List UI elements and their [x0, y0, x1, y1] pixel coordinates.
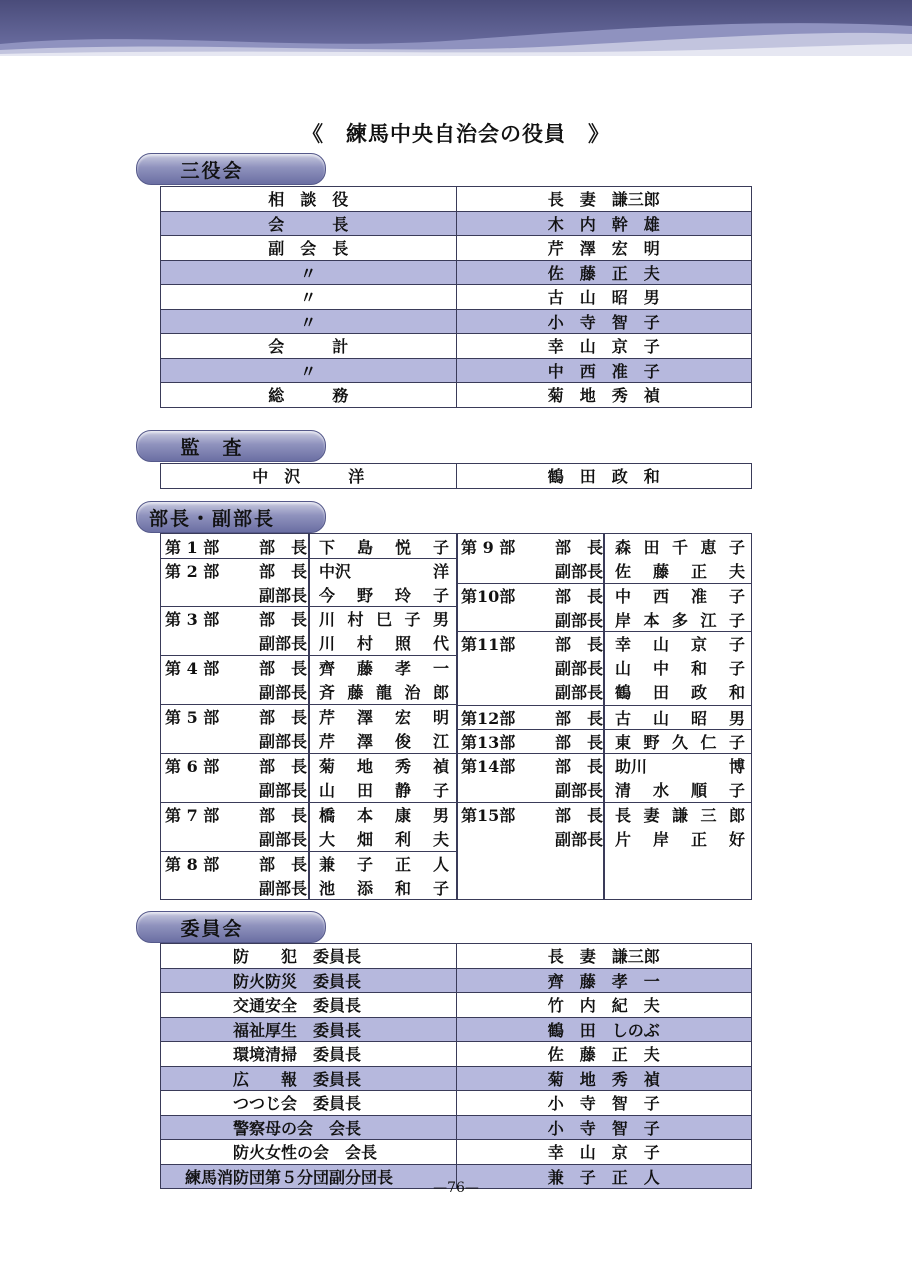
- member-name: [319, 631, 449, 654]
- name-char: 斉: [319, 683, 336, 702]
- bu-label: 第11部: [461, 635, 516, 654]
- name-char: 子: [728, 587, 745, 606]
- position-label: 部 長: [258, 659, 307, 678]
- role-cell: 会 長: [161, 211, 457, 236]
- position-label: 部 長: [554, 757, 603, 776]
- committee-cell: [161, 993, 457, 1018]
- name-char: 佐: [615, 562, 632, 581]
- name-char: 藤: [356, 659, 373, 678]
- section-title: 監 査: [180, 437, 244, 459]
- member-name: [319, 729, 449, 752]
- section-header-iinkai: [136, 911, 326, 943]
- member-name: [615, 680, 745, 703]
- column-divider: [308, 534, 310, 899]
- table-row: [161, 285, 752, 310]
- bucho-table: [160, 533, 752, 900]
- position-label: 部 長: [554, 733, 603, 752]
- name-char: 東: [615, 733, 632, 752]
- member-name: [319, 827, 449, 850]
- name-char: 利: [394, 830, 411, 849]
- name-char: 兼: [319, 855, 336, 874]
- name-char: 子: [356, 855, 373, 874]
- bu-label: 第15部: [461, 806, 516, 825]
- name-char: 子: [432, 879, 449, 898]
- committee-cell: [161, 1140, 457, 1165]
- header-banner: [0, 0, 912, 56]
- name-char: 子: [432, 781, 449, 800]
- committee-label: 練馬消防団第５分団副分団長: [185, 1167, 394, 1187]
- name-char: 芹: [319, 708, 336, 727]
- sanyaku-table: [160, 186, 752, 408]
- bu-label: 第 6 部: [165, 757, 220, 776]
- position-label: 副部長: [258, 586, 307, 605]
- table-row: [161, 383, 752, 408]
- name-char: 治: [404, 683, 421, 702]
- role-cell: 相 談 役: [161, 187, 457, 212]
- name-char: 准: [690, 587, 707, 606]
- position-label: 副部長: [258, 830, 307, 849]
- table-row: [161, 944, 752, 969]
- position-label: 副部長: [554, 659, 603, 678]
- name-char: 江: [700, 611, 717, 630]
- name-char: 本: [643, 611, 660, 630]
- name-char: 俊: [394, 732, 411, 751]
- name-char: 玲: [394, 586, 411, 605]
- name-char: 巳: [375, 610, 392, 629]
- name-char: 一: [432, 659, 449, 678]
- name-char: 郎: [432, 683, 449, 702]
- member-name: [319, 680, 449, 703]
- member-name: [319, 705, 449, 728]
- name-char: 明: [432, 708, 449, 727]
- name-char: 山: [652, 709, 669, 728]
- name-cell: 木 内 幹 雄: [456, 211, 752, 236]
- bu-label: 第 9 部: [461, 538, 516, 557]
- name-char: 齊: [319, 659, 336, 678]
- name-char: 子: [404, 610, 421, 629]
- bu-label: 第13部: [461, 733, 516, 752]
- name-char: 和: [728, 683, 745, 702]
- name-char: 山: [615, 659, 632, 678]
- name-char: 池: [319, 879, 336, 898]
- name-char: 子: [728, 781, 745, 800]
- name-char: 宏: [394, 708, 411, 727]
- page-title: 《 練馬中央自治会の役員 》: [302, 121, 610, 146]
- position-label: 部 長: [554, 587, 603, 606]
- member-name: [615, 584, 745, 607]
- committee-label: 福祉厚生 委員長: [233, 1020, 362, 1040]
- name-char: 人: [432, 855, 449, 874]
- name-char: 中: [615, 587, 632, 606]
- committee-cell: [161, 944, 457, 969]
- committee-label: 広 報 委員長: [233, 1069, 362, 1089]
- name-char: 古: [615, 709, 632, 728]
- name-cell: 小 寺 智 子: [456, 1091, 752, 1116]
- name-cell: 兼 子 正 人: [456, 1164, 752, 1189]
- table-row: [161, 993, 752, 1018]
- name-char: 三: [700, 806, 717, 825]
- position-label: 副部長: [554, 611, 603, 630]
- position-label: 部 長: [258, 806, 307, 825]
- name-char: 大: [319, 830, 336, 849]
- name-char: 江: [432, 732, 449, 751]
- name-char: 千: [671, 538, 688, 557]
- name-char: 片: [615, 830, 632, 849]
- name-char: 洋: [432, 562, 449, 581]
- name-cell: 幸 山 京 子: [456, 334, 752, 359]
- name-char: 悦: [394, 538, 411, 557]
- name-char: 中: [652, 659, 669, 678]
- position-label: 部 長: [554, 635, 603, 654]
- role-cell: 会 計: [161, 334, 457, 359]
- member-name: [319, 876, 449, 899]
- name-char: 男: [432, 610, 449, 629]
- role-cell: 〃: [161, 358, 457, 383]
- table-row: [161, 309, 752, 334]
- position-label: 副部長: [554, 683, 603, 702]
- name-char: 島: [356, 538, 373, 557]
- name-char: 水: [652, 781, 669, 800]
- table-row: [161, 211, 752, 236]
- section-title: 委員会: [180, 918, 244, 940]
- member-name: [615, 656, 745, 679]
- member-name: [319, 583, 449, 606]
- name-char: 芹: [319, 732, 336, 751]
- member-name: [319, 535, 449, 558]
- name-char: 妻: [643, 806, 660, 825]
- name-char: 博: [728, 757, 745, 776]
- name-char: 和: [394, 879, 411, 898]
- position-label: 副部長: [258, 781, 307, 800]
- member-name: [615, 803, 745, 826]
- table-row: [161, 236, 752, 261]
- committee-label: つつじ会 委員長: [233, 1094, 362, 1114]
- bu-label: 第 3 部: [165, 610, 220, 629]
- committee-cell: [161, 1017, 457, 1042]
- section-header-sanyaku: [136, 153, 326, 185]
- name-char: 田: [356, 781, 373, 800]
- name-char: 夫: [432, 830, 449, 849]
- name-char: 野: [356, 586, 373, 605]
- committee-cell: [161, 1091, 457, 1116]
- column-divider: [456, 534, 458, 899]
- name-char: 川: [319, 634, 336, 653]
- name-cell: 中 西 准 子: [456, 358, 752, 383]
- table-row: [161, 187, 752, 212]
- member-name: [319, 754, 449, 777]
- name-char: 鶴: [615, 683, 632, 702]
- member-name: [319, 656, 449, 679]
- name-char: 昭: [690, 709, 707, 728]
- committee-label: 警察母の会 会長: [233, 1118, 362, 1138]
- position-label: 部 長: [258, 855, 307, 874]
- name-char: 畑: [356, 830, 373, 849]
- name-char: 菊: [319, 757, 336, 776]
- member-name: [319, 803, 449, 826]
- table-row: [161, 1042, 752, 1067]
- name-char: 藤: [652, 562, 669, 581]
- member-name: [615, 632, 745, 655]
- member-name: [615, 706, 745, 729]
- position-label: 部 長: [258, 610, 307, 629]
- name-char: 村: [347, 610, 364, 629]
- name-char: 子: [432, 538, 449, 557]
- position-label: 部 長: [554, 806, 603, 825]
- name-cell: 小 寺 智 子: [456, 1115, 752, 1140]
- name-char: 森: [615, 538, 632, 557]
- name-cell: 小 寺 智 子: [456, 309, 752, 334]
- position-label: 副部長: [554, 562, 603, 581]
- name-char: 夫: [728, 562, 745, 581]
- table-row: [161, 1140, 752, 1165]
- name-char: 代: [432, 634, 449, 653]
- member-name: [319, 559, 449, 582]
- position-label: 副部長: [258, 732, 307, 751]
- name-char: 川: [319, 610, 336, 629]
- table-row: [161, 1091, 752, 1116]
- member-name: [319, 778, 449, 801]
- committee-label: 防 犯 委員長: [233, 947, 362, 967]
- name-char: 正: [394, 855, 411, 874]
- name-cell: 菊 地 秀 禎: [456, 1066, 752, 1091]
- name-char: 和: [690, 659, 707, 678]
- section-title: 三役会: [180, 160, 244, 182]
- role-cell: 〃: [161, 309, 457, 334]
- table-row: [161, 1066, 752, 1091]
- committee-cell: [161, 1115, 457, 1140]
- name-char: 秀: [394, 757, 411, 776]
- name-char: 田: [643, 538, 660, 557]
- committee-cell: [161, 1066, 457, 1091]
- name-char: 禎: [432, 757, 449, 776]
- name-cell: 古 山 昭 男: [456, 285, 752, 310]
- name-cell: 中 沢 洋: [161, 464, 457, 489]
- position-label: 副部長: [554, 781, 603, 800]
- name-char: 正: [690, 830, 707, 849]
- name-cell: 鶴 田 政 和: [456, 464, 752, 489]
- table-row: [161, 1115, 752, 1140]
- name-cell: 佐 藤 正 夫: [456, 260, 752, 285]
- name-cell: 鶴 田 しのぶ: [456, 1017, 752, 1042]
- name-char: 橋: [319, 806, 336, 825]
- name-char: 好: [728, 830, 745, 849]
- name-char: 孝: [394, 659, 411, 678]
- name-cell: 幸 山 京 子: [456, 1140, 752, 1165]
- kansa-table: [160, 463, 752, 489]
- position-label: 部 長: [258, 757, 307, 776]
- position-label: 部 長: [554, 709, 603, 728]
- bu-label: 第 5 部: [165, 708, 220, 727]
- name-char: 中沢: [319, 562, 352, 581]
- table-row: [161, 358, 752, 383]
- name-char: 郎: [728, 806, 745, 825]
- name-char: 政: [690, 683, 707, 702]
- member-name: [615, 535, 745, 558]
- section-header-bucho: [136, 501, 326, 533]
- name-char: 仁: [700, 733, 717, 752]
- member-name: [615, 608, 745, 631]
- bu-label: 第12部: [461, 709, 516, 728]
- name-cell: 菊 地 秀 禎: [456, 383, 752, 408]
- name-char: 子: [728, 659, 745, 678]
- committee-cell: [161, 968, 457, 993]
- position-label: 部 長: [258, 538, 307, 557]
- page-number: —76—: [433, 1180, 479, 1196]
- member-name: [319, 852, 449, 875]
- section-header-kansa: [136, 430, 326, 462]
- table-row: [161, 968, 752, 993]
- name-cell: 佐 藤 正 夫: [456, 1042, 752, 1067]
- name-char: 男: [432, 806, 449, 825]
- name-char: 村: [356, 634, 373, 653]
- table-row: [161, 1017, 752, 1042]
- name-char: 地: [356, 757, 373, 776]
- name-char: 助川: [615, 757, 648, 776]
- committee-label: 交通安全 委員長: [233, 996, 362, 1016]
- table-row: [161, 334, 752, 359]
- name-char: 子: [728, 733, 745, 752]
- name-char: 子: [728, 611, 745, 630]
- name-char: 照: [394, 634, 411, 653]
- name-char: 恵: [700, 538, 717, 557]
- bu-label: 第 2 部: [165, 562, 220, 581]
- bu-label: 第14部: [461, 757, 516, 776]
- section-title: 部長・副部長: [148, 508, 275, 530]
- bu-label: 第 4 部: [165, 659, 220, 678]
- bu-label: 第10部: [461, 587, 516, 606]
- name-char: 多: [671, 611, 688, 630]
- name-char: 康: [394, 806, 411, 825]
- name-char: 正: [690, 562, 707, 581]
- name-char: 男: [728, 709, 745, 728]
- table-row: [161, 464, 752, 489]
- name-char: 藤: [347, 683, 364, 702]
- member-name: [615, 754, 745, 777]
- name-char: 山: [652, 635, 669, 654]
- name-char: 子: [728, 538, 745, 557]
- member-name: [615, 827, 745, 850]
- position-label: 部 長: [554, 538, 603, 557]
- table-row: [161, 260, 752, 285]
- role-cell: 〃: [161, 260, 457, 285]
- position-label: 部 長: [258, 562, 307, 581]
- name-char: 幸: [615, 635, 632, 654]
- name-char: 子: [432, 586, 449, 605]
- name-char: 長: [615, 806, 632, 825]
- name-char: 西: [652, 587, 669, 606]
- member-name: [615, 778, 745, 801]
- name-char: 澤: [356, 732, 373, 751]
- committee-label: 環境清掃 委員長: [233, 1045, 362, 1065]
- name-char: 本: [356, 806, 373, 825]
- name-char: 澤: [356, 708, 373, 727]
- committee-cell: [161, 1042, 457, 1067]
- name-char: 山: [319, 781, 336, 800]
- name-char: 子: [728, 635, 745, 654]
- name-char: 下: [319, 538, 336, 557]
- role-cell: 副 会 長: [161, 236, 457, 261]
- name-char: 今: [319, 586, 336, 605]
- committee-label: 防火防災 委員長: [233, 971, 362, 991]
- name-cell: 齊 藤 孝 一: [456, 968, 752, 993]
- name-char: 清: [615, 781, 632, 800]
- position-label: 副部長: [258, 879, 307, 898]
- name-char: 岸: [652, 830, 669, 849]
- name-char: 龍: [375, 683, 392, 702]
- name-char: 添: [356, 879, 373, 898]
- position-label: 部 長: [258, 708, 307, 727]
- column-divider: [603, 534, 605, 899]
- role-cell: 総 務: [161, 383, 457, 408]
- iinkai-table: [160, 943, 752, 1189]
- name-char: 久: [671, 733, 688, 752]
- bu-label: 第 1 部: [165, 538, 220, 557]
- name-cell: 芹 澤 宏 明: [456, 236, 752, 261]
- role-cell: 〃: [161, 285, 457, 310]
- name-char: 順: [690, 781, 707, 800]
- member-name: [615, 559, 745, 582]
- name-cell: 長 妻 謙三郎: [456, 944, 752, 969]
- name-cell: 長 妻 謙三郎: [456, 187, 752, 212]
- bu-label: 第 7 部: [165, 806, 220, 825]
- name-char: 田: [652, 683, 669, 702]
- position-label: 副部長: [258, 683, 307, 702]
- name-char: 京: [690, 635, 707, 654]
- committee-label: 防火女性の会 会長: [233, 1143, 378, 1163]
- bu-label: 第 8 部: [165, 855, 220, 874]
- name-char: 謙: [671, 806, 688, 825]
- name-char: 野: [643, 733, 660, 752]
- name-char: 岸: [615, 611, 632, 630]
- position-label: 副部長: [554, 830, 603, 849]
- name-cell: 竹 内 紀 夫: [456, 993, 752, 1018]
- member-name: [615, 730, 745, 753]
- name-char: 静: [394, 781, 411, 800]
- member-name: [319, 607, 449, 630]
- position-label: 副部長: [258, 634, 307, 653]
